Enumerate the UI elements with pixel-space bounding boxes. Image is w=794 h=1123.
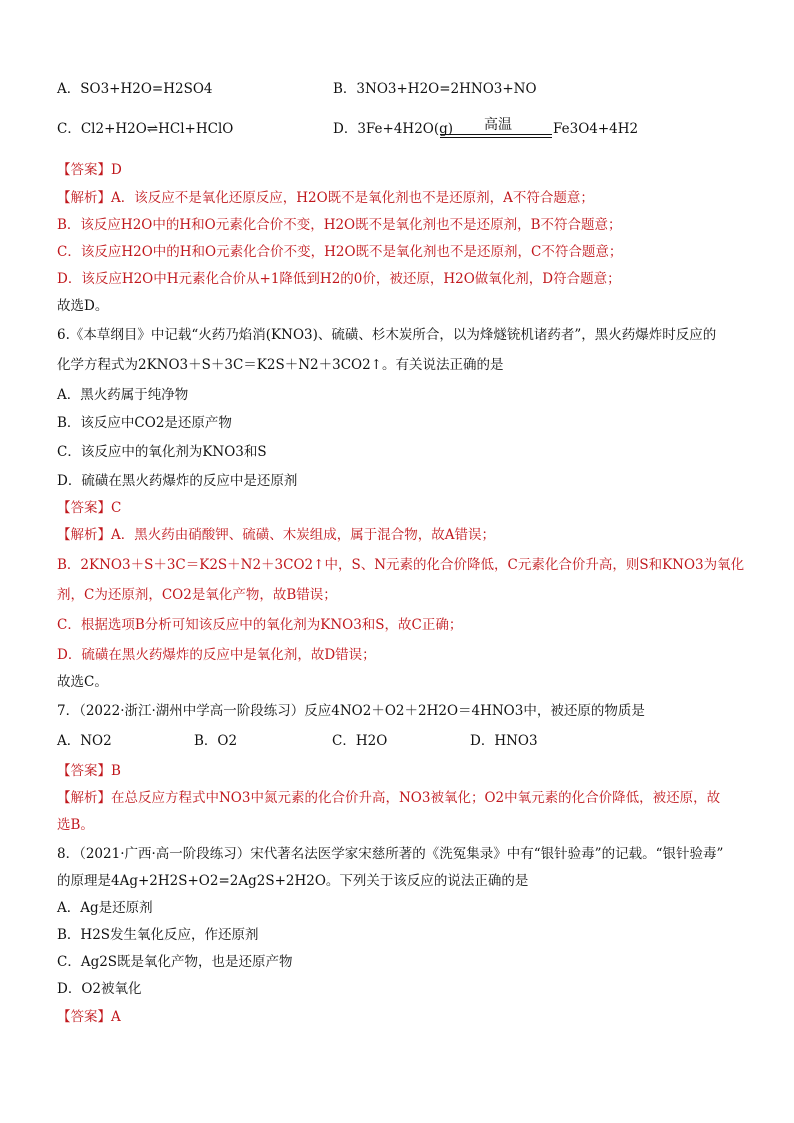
q7-analysis-line: 【解析】在总反应方程式中NO3中氮元素的化合价升高，NO3被氧化；O2中氧元素的化合价降低，被还原，故	[57, 790, 721, 806]
q7-option-c: C．H2O	[332, 733, 388, 749]
q8-option-b: B．H2S发生氧化反应，作还原剂	[57, 927, 259, 943]
q7-answer: 【答案】B	[57, 763, 121, 779]
q5-answer: 【答案】D	[57, 162, 122, 178]
q5-analysis-line: C．该反应H2O中的H和O元素化合价不变，H2O既不是氧化剂也不是还原剂，C不符合题意；	[57, 244, 623, 260]
q5-analysis-line: B．该反应H2O中的H和O元素化合价不变，H2O既不是氧化剂也不是还原剂，B不符合题意；	[57, 217, 622, 233]
q6-analysis-line: 【解析】A．黑火药由硝酸钾、硫磺、木炭组成，属于混合物，故A错误；	[57, 527, 495, 543]
q6-analysis-line: C．根据选项B分析可知该反应中的氧化剂为KNO3和S，故C正确；	[57, 617, 463, 633]
q5-option-c: C．Cl2+H2O⇌HCl+HClO	[57, 121, 234, 137]
q6-answer: 【答案】C	[57, 500, 122, 516]
q6-option-b: B．该反应中CO2是还原产物	[57, 415, 232, 431]
q5-conclusion: 故选D。	[57, 298, 109, 314]
q7-option-b: B．O2	[194, 733, 238, 749]
q5-reaction-condition: 高温	[484, 117, 512, 133]
equation-arrow-line-2	[440, 137, 552, 138]
q8-answer: 【答案】A	[57, 1009, 121, 1025]
q5-option-d-post: Fe3O4+4H2	[553, 121, 639, 137]
equation-arrow-line	[440, 134, 552, 135]
q6-stem-line: 6.《本草纲目》中记载“火药乃焰消(KNO3)、硫磺、杉木炭所合，以为烽燧铳机诸药者”，黑火药爆炸时反应的	[57, 327, 717, 343]
q6-analysis-line: D．硫磺在黑火药爆炸的反应中是氧化剂，故D错误；	[57, 647, 376, 663]
q6-analysis-line: B．2KNO3＋S＋3C＝K2S＋N2＋3CO2↑中，S、N元素的化合价降低，C元素化合价升高，则S和KNO3为氧化	[57, 557, 745, 573]
q7-analysis-line: 选B。	[57, 817, 94, 833]
q8-option-c: C．Ag2S既是氧化产物，也是还原产物	[57, 954, 293, 970]
q8-stem-line: 8．（2021·广西·高一阶段练习）宋代著名法医学家宋慈所著的《洗冤集录》中有“银针验毒”的记载。“银针验毒”	[57, 846, 724, 862]
q6-analysis-line: 剂，C为还原剂，CO2是氧化产物，故B错误；	[57, 587, 337, 603]
q7-stem: 7．（2022·浙江·湖州中学高一阶段练习）反应4NO2＋O2＋2H2O＝4HNO3中，被还原的物质是	[57, 703, 645, 719]
q8-option-d: D．O2被氧化	[57, 981, 142, 997]
q5-option-a: A．SO3+H2O=H2SO4	[57, 81, 213, 97]
q6-option-d: D．硫磺在黑火药爆炸的反应中是还原剂	[57, 473, 298, 489]
q5-option-b: B．3NO3+H2O=2HNO3+NO	[333, 81, 537, 97]
q6-stem-line: 化学方程式为2KNO3＋S＋3C＝K2S＋N2＋3CO2↑。有关说法正确的是	[57, 357, 504, 373]
q5-analysis-line: 【解析】A．该反应不是氧化还原反应，H2O既不是氧化剂也不是还原剂，A不符合题意；	[57, 190, 594, 206]
q7-option-a: A．NO2	[57, 733, 112, 749]
q8-option-a: A．Ag是还原剂	[57, 900, 153, 916]
q6-option-a: A．黑火药属于纯净物	[57, 387, 189, 403]
q5-option-d-pre: D．3Fe+4H2O(g)	[333, 121, 454, 137]
q5-analysis-line: D．该反应H2O中H元素化合价从+1降低到H2的0价，被还原，H2O做氧化剂，D符合题意；	[57, 271, 621, 287]
q6-option-c: C．该反应中的氧化剂为KNO3和S	[57, 444, 267, 460]
q8-stem-line: 的原理是4Ag+2H2S+O2=2Ag2S+2H2O。下列关于该反应的说法正确的是	[57, 873, 529, 889]
q7-option-d: D．HNO3	[470, 733, 538, 749]
q6-conclusion: 故选C。	[57, 674, 108, 690]
